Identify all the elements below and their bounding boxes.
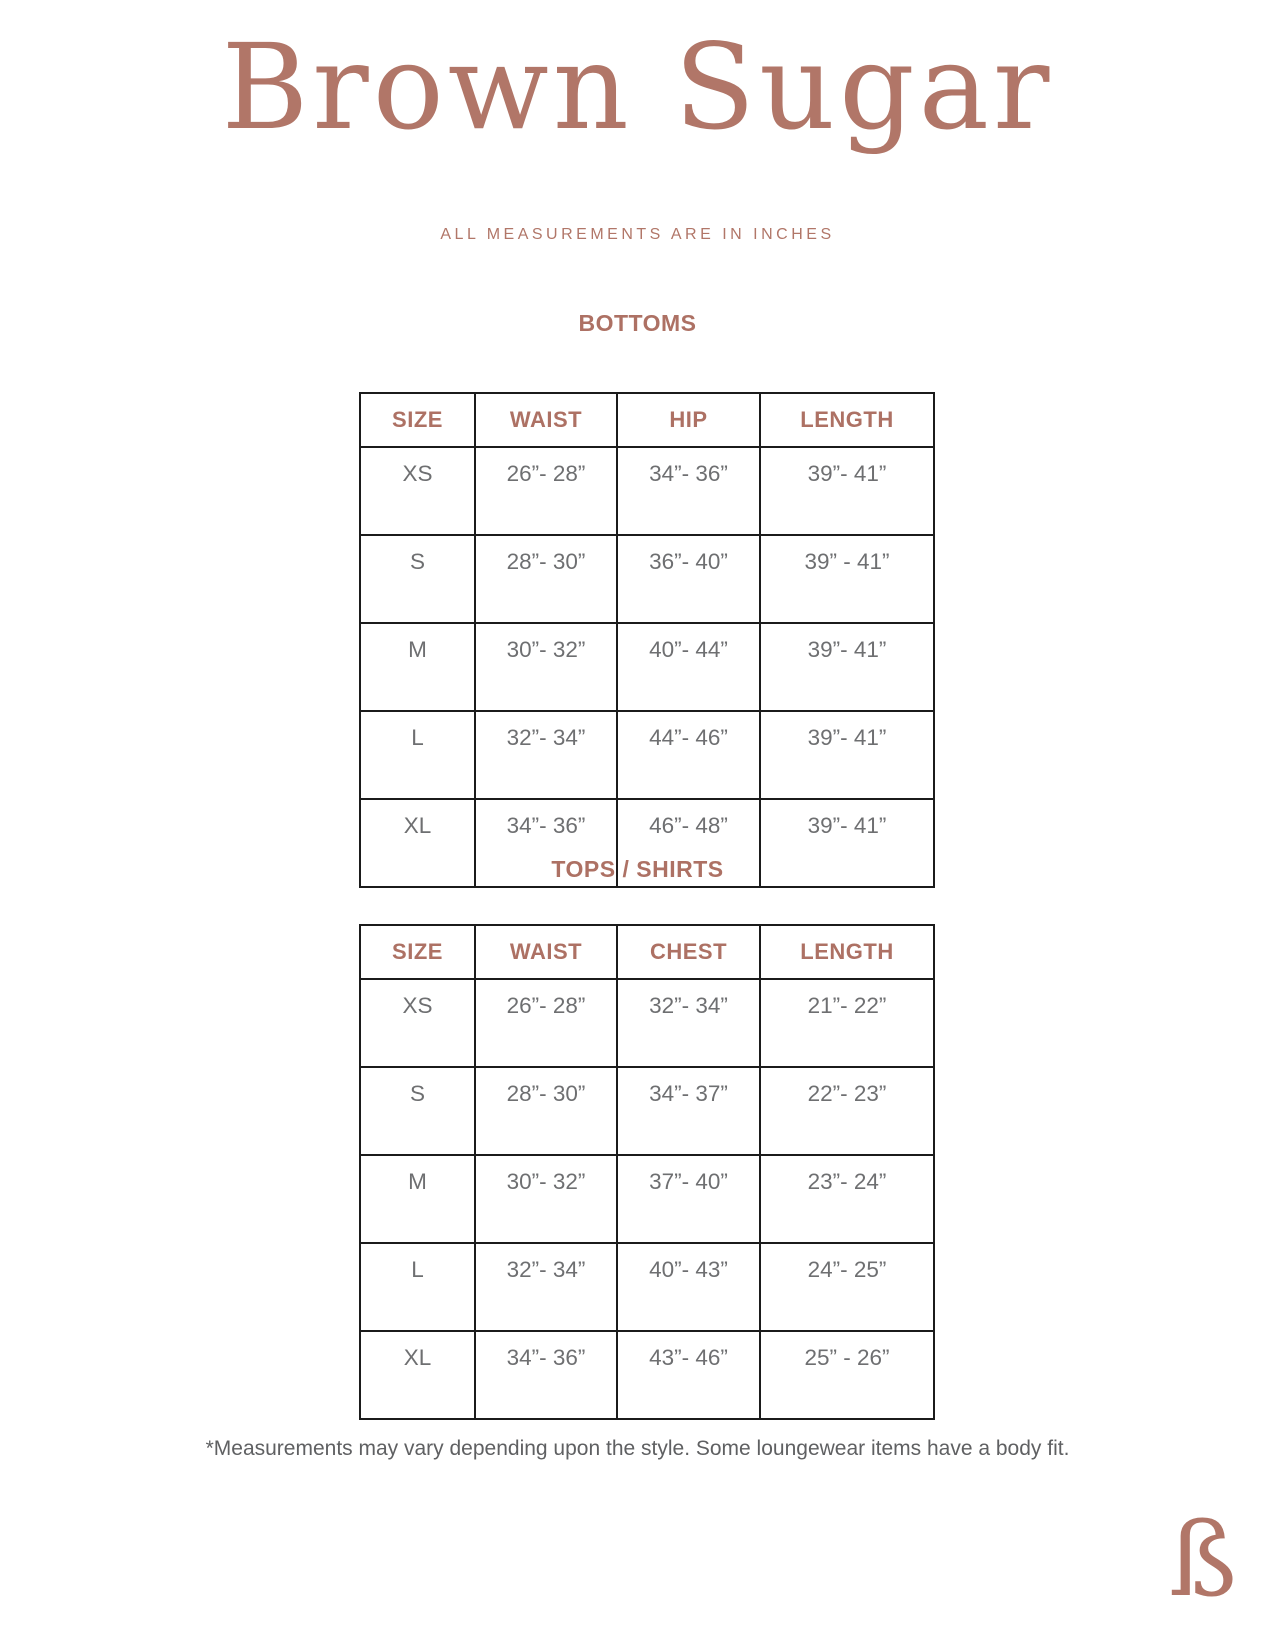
waist-cell: 28”- 30” xyxy=(475,535,617,623)
chest-cell: 37”- 40” xyxy=(617,1155,760,1243)
column-header-hip: HIP xyxy=(617,393,760,447)
length-cell: 39”- 41” xyxy=(760,711,934,799)
table-row xyxy=(360,535,934,623)
bottoms-section-heading: BOTTOMS xyxy=(578,310,697,336)
length-cell: 39”- 41” xyxy=(760,447,934,535)
length-cell: 21”- 22” xyxy=(760,979,934,1067)
waist-cell: 34”- 36” xyxy=(475,799,617,887)
chest-cell: 40”- 43” xyxy=(617,1243,760,1331)
size-cell: M xyxy=(360,1155,475,1243)
size-cell: XL xyxy=(360,799,475,887)
length-cell: 39” - 41” xyxy=(760,535,934,623)
tops-table-header xyxy=(360,925,934,979)
table-header-row xyxy=(360,393,934,447)
brand-monogram-logo-icon: ß xyxy=(1168,1501,1237,1620)
column-header-size: SIZE xyxy=(360,393,475,447)
hip-cell: 34”- 36” xyxy=(617,447,760,535)
waist-cell: 32”- 34” xyxy=(475,1243,617,1331)
size-cell: XS xyxy=(360,979,475,1067)
length-cell: 39”- 41” xyxy=(760,623,934,711)
size-cell: S xyxy=(360,1067,475,1155)
size-cell: S xyxy=(360,535,475,623)
waist-cell: 30”- 32” xyxy=(475,1155,617,1243)
table-row xyxy=(360,1243,934,1331)
length-cell: 39”- 41” xyxy=(760,799,934,887)
table-row xyxy=(360,447,934,535)
brand-title: Brown Sugar xyxy=(221,18,1054,156)
hip-cell: 36”- 40” xyxy=(617,535,760,623)
column-header-waist: WAIST xyxy=(475,925,617,979)
waist-cell: 34”- 36” xyxy=(475,1331,617,1419)
bottoms-table-body xyxy=(360,447,934,887)
length-cell: 24”- 25” xyxy=(760,1243,934,1331)
size-cell: M xyxy=(360,623,475,711)
table-row xyxy=(360,1155,934,1243)
measurements-units-note: ALL MEASUREMENTS ARE IN INCHES xyxy=(440,226,835,243)
hip-cell: 40”- 44” xyxy=(617,623,760,711)
length-cell: 23”- 24” xyxy=(760,1155,934,1243)
chest-cell: 34”- 37” xyxy=(617,1067,760,1155)
table-header-row xyxy=(360,925,934,979)
waist-cell: 28”- 30” xyxy=(475,1067,617,1155)
hip-cell: 44”- 46” xyxy=(617,711,760,799)
table-row xyxy=(360,1067,934,1155)
table-row xyxy=(360,623,934,711)
waist-cell: 26”- 28” xyxy=(475,979,617,1067)
size-cell: XS xyxy=(360,447,475,535)
column-header-size: SIZE xyxy=(360,925,475,979)
chest-cell: 43”- 46” xyxy=(617,1331,760,1419)
tops-section-heading: TOPS / SHIRTS xyxy=(551,856,724,882)
size-cell: L xyxy=(360,711,475,799)
size-cell: XL xyxy=(360,1331,475,1419)
tops-table-body xyxy=(360,979,934,1419)
chest-cell: 32”- 34” xyxy=(617,979,760,1067)
waist-cell: 30”- 32” xyxy=(475,623,617,711)
bottoms-table-header xyxy=(360,393,934,447)
length-cell: 25” - 26” xyxy=(760,1331,934,1419)
column-header-length: LENGTH xyxy=(760,393,934,447)
waist-cell: 26”- 28” xyxy=(475,447,617,535)
column-header-chest: CHEST xyxy=(617,925,760,979)
waist-cell: 32”- 34” xyxy=(475,711,617,799)
column-header-length: LENGTH xyxy=(760,925,934,979)
table-row xyxy=(360,979,934,1067)
size-cell: L xyxy=(360,1243,475,1331)
tops-size-table xyxy=(359,924,935,1420)
bottoms-size-table xyxy=(359,392,935,888)
column-header-waist: WAIST xyxy=(475,393,617,447)
measurements-disclaimer: *Measurements may vary depending upon the style. Some loungewear items have a body fit. xyxy=(205,1437,1070,1460)
length-cell: 22”- 23” xyxy=(760,1067,934,1155)
table-row xyxy=(360,1331,934,1419)
hip-cell: 46”- 48” xyxy=(617,799,760,887)
table-row xyxy=(360,711,934,799)
